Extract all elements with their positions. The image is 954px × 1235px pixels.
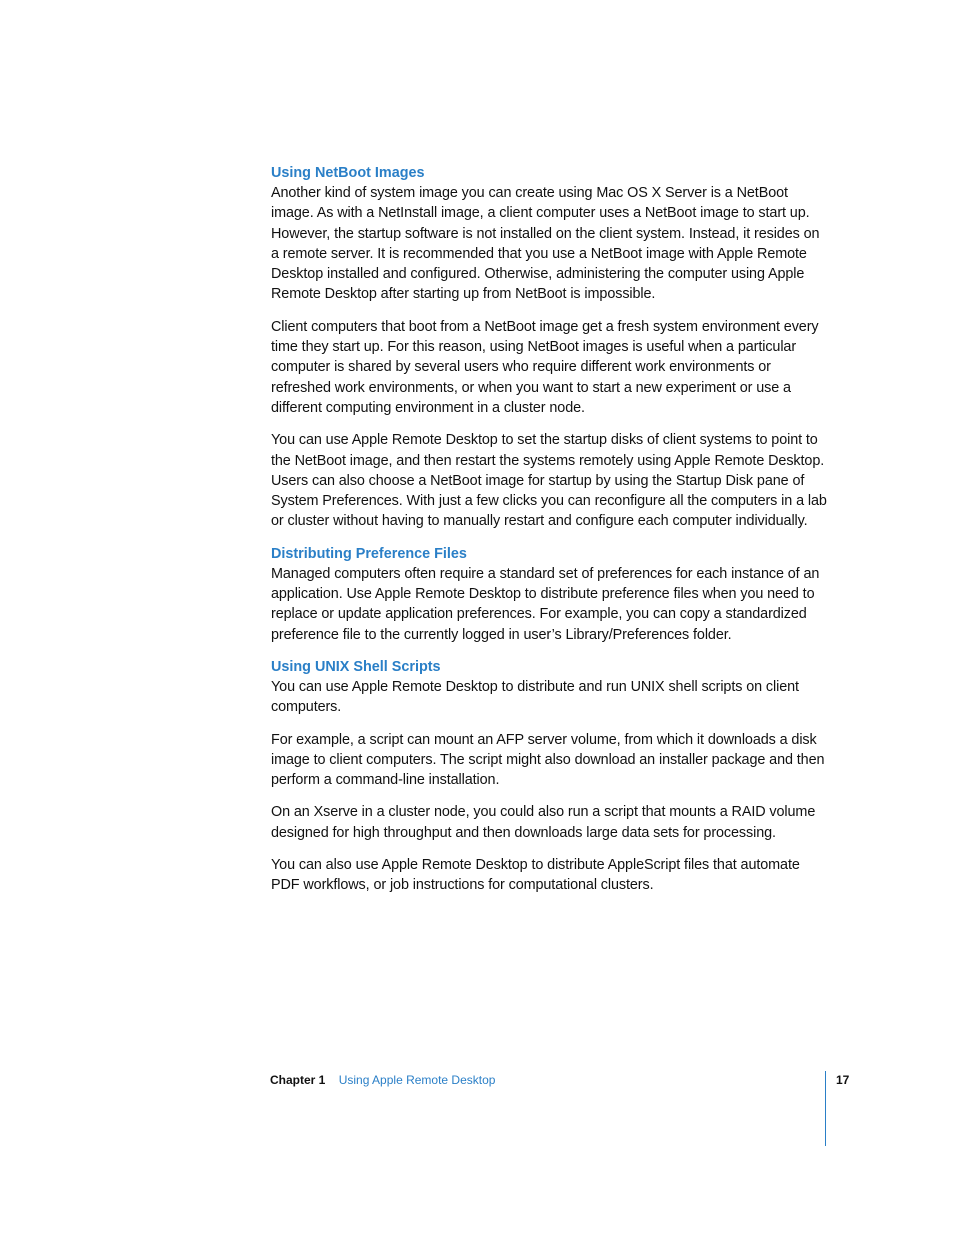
section-heading: Distributing Preference Files — [271, 545, 467, 562]
paragraph: For example, a script can mount an AFP server volume, from which it downloads a disk image to client computers. The script might also download an installer package and then perform a command-line installation. — [271, 731, 825, 789]
section-netboot-images — [271, 163, 831, 532]
paragraph: You can use Apple Remote Desktop to set the startup disks of client systems to point to the NetBoot image, and then restart the systems remotely using Apple Remote Desktop. Users can also choose a NetBoot image for startup by using the Startup Disk pane of System Preferences. With just a few clicks you can reconfigure all the computers in a lab or cluster without having to manually restart and configure each computer individually. — [271, 432, 827, 530]
section-unix-shell-scripts — [271, 657, 831, 896]
paragraph: You can use Apple Remote Desktop to distribute and run UNIX shell scripts on client computers. — [271, 678, 799, 716]
paragraph: You can also use Apple Remote Desktop to distribute AppleScript files that automate PDF workflows, or job instructions for computational clusters. — [271, 857, 800, 894]
chapter-label: Chapter 1 — [270, 1073, 326, 1087]
chapter-title-link[interactable]: Using Apple Remote Desktop — [338, 1073, 496, 1087]
page-number: 17 — [836, 1073, 850, 1087]
section-distributing-preference-files — [271, 544, 831, 645]
paragraph: Client computers that boot from a NetBoot image get a fresh system environment every time they start up. For this reason, using NetBoot images is useful when a particular computer is shared by several users who require different work environments or refreshed work environments, or when you want to start a new experiment or use a different computing environment in a cluster node. — [271, 318, 819, 416]
paragraph: On an Xserve in a cluster node, you could also run a script that mounts a RAID volume designed for high throughput and then downloads large data sets for processing. — [271, 804, 816, 841]
page-footer — [270, 1072, 495, 1088]
page-number-divider — [825, 1071, 826, 1146]
section-heading: Using NetBoot Images — [271, 165, 425, 181]
paragraph: Managed computers often require a standard set of preferences for each instance of an application. Use Apple Remote Desktop to distribute preference files when you need to replace or update application preferences. For example, you can copy a standardized preference file to the currently logged in user’s Library/Preferences folder. — [271, 565, 820, 643]
document-body — [271, 163, 831, 908]
paragraph: Another kind of system image you can create using Mac OS X Server is a NetBoot image. As with a NetInstall image, a client computer uses a NetBoot image to start up. However, the startup software is not installed on the client system. Instead, it resides on a remote server. It is recommended that you use a NetBoot image with Apple Remote Desktop installed and configured. Otherwise, administering the computer using Apple Remote Desktop after starting up from NetBoot is impossible. — [271, 185, 820, 303]
section-heading: Using UNIX Shell Scripts — [271, 658, 441, 675]
